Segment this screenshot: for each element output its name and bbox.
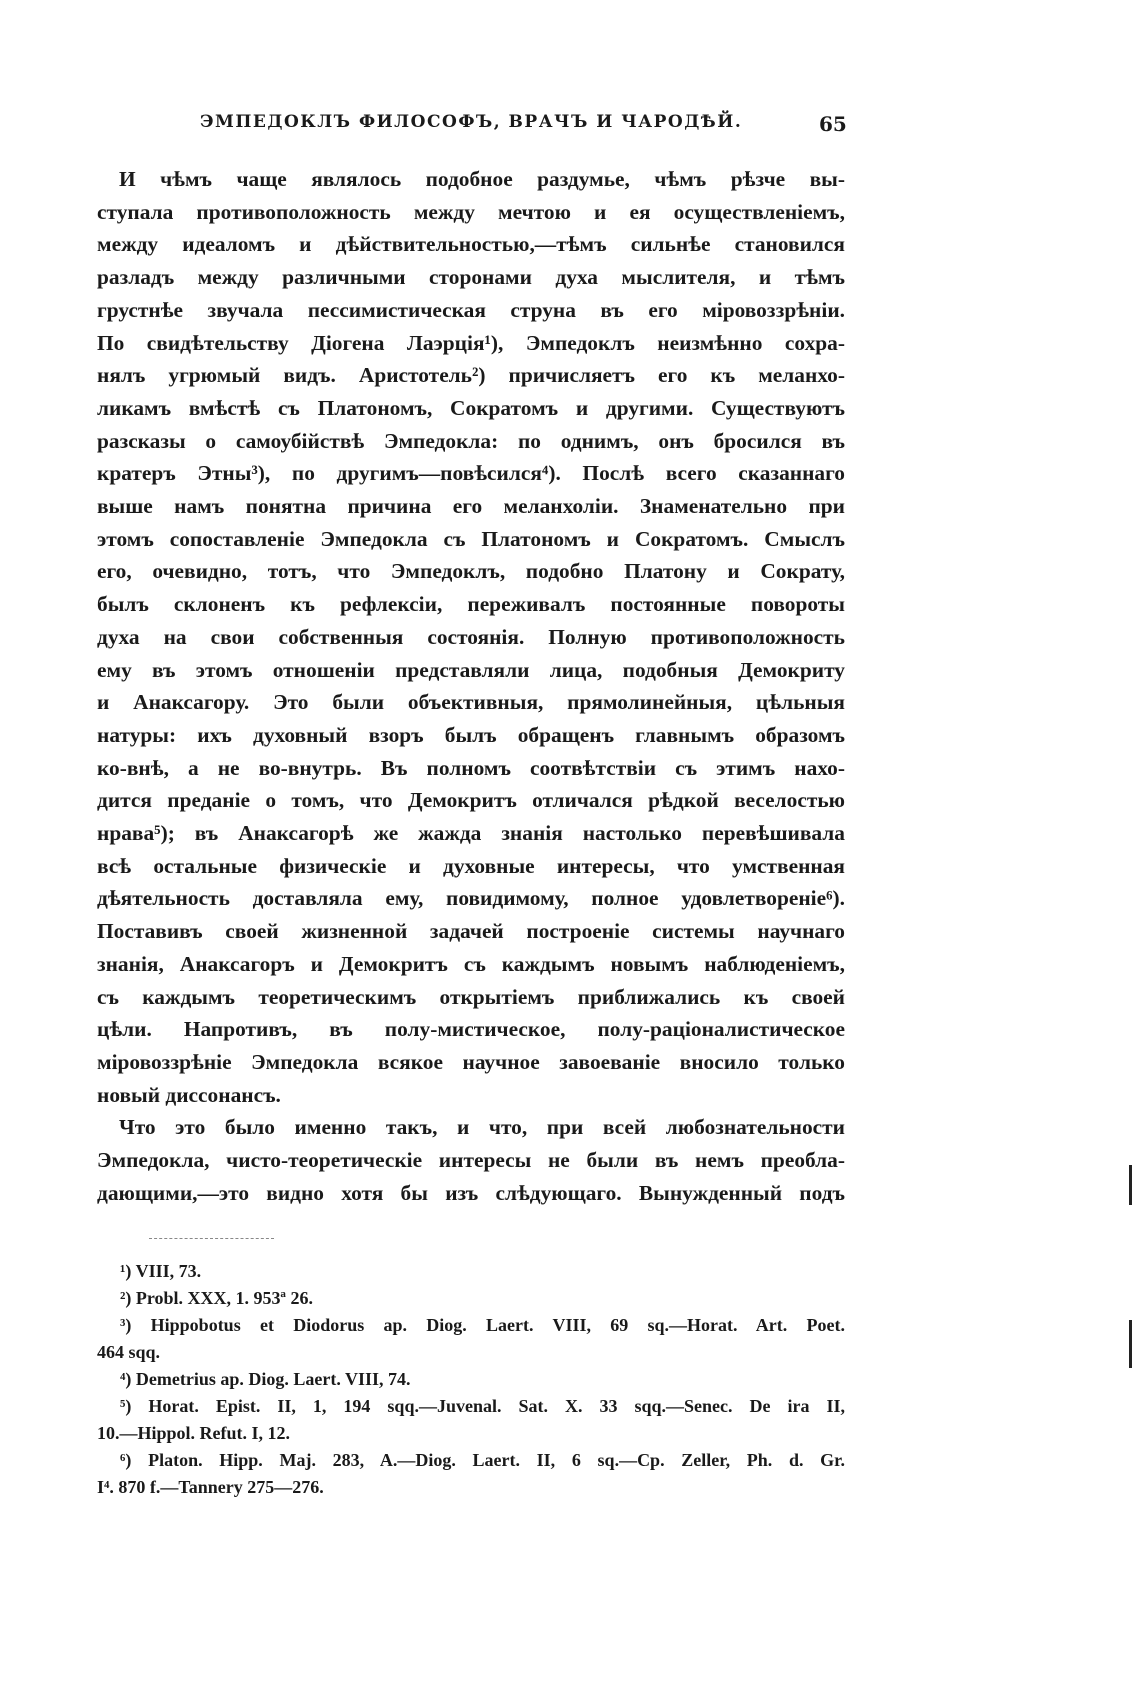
text-line: Эмпедокла, чисто-теоретическіе интересы не были въ немъ преобла- [97, 1148, 845, 1173]
text-line: дится преданіе о томъ, что Демокритъ отличался рѣдкой веселостью [97, 788, 845, 813]
text-line: Поставивъ своей жизненной задачей построеніе системы научнаго [97, 919, 845, 944]
text-line: выше намъ понятна причина его меланхоліи. Знаменательно при [97, 494, 845, 519]
footnote: ⁵) Horat. Epist. II, 1, 194 sqq.—Juvenal. Sat. X. 33 sqq.—Senec. De ira II, [120, 1396, 845, 1416]
text-line: дающими,—это видно хотя бы изъ слѣдующаго. Вынужденный подъ [97, 1180, 845, 1205]
text-line: грустнѣе звучала пессимистическая струна въ его міровоззрѣніи. [97, 297, 845, 322]
text-line: и Анаксагору. Это были объективныя, прямолинейныя, цѣльныя [97, 690, 845, 715]
footnote: ⁶) Platon. Hipp. Maj. 283, A.—Diog. Laert. II, 6 sq.—Cp. Zeller, Ph. d. Gr. [120, 1450, 845, 1470]
text-line: ему въ этомъ отношеніи представляли лица, подобныя Демокриту [97, 657, 845, 682]
text-line: разсказы о самоубійствѣ Эмпедокла: по однимъ, онъ бросился въ [97, 428, 845, 453]
footnote-continuation: 464 sqq. [97, 1342, 161, 1362]
footnote-continuation: I⁴. 870 f.—Tannery 275—276. [97, 1477, 324, 1497]
text-line: былъ склоненъ къ рефлексіи, переживалъ постоянные повороты [97, 592, 845, 617]
text-line: И чѣмъ чаще являлось подобное раздумье, чѣмъ рѣзче вы- [119, 167, 845, 191]
text-line: ко-внѣ, а не во-внутрь. Въ полномъ соотвѣтствіи съ этимъ нахо- [97, 755, 845, 780]
footnote-separator [149, 1238, 274, 1239]
footnote-continuation: 10.—Hippol. Refut. I, 12. [97, 1423, 291, 1443]
text-line: міровоззрѣніе Эмпедокла всякое научное завоеваніе вносило только [97, 1049, 845, 1074]
text-line: новый диссонансъ. [97, 1082, 281, 1107]
text-line: Что это было именно такъ, и что, при всей любознательности [119, 1115, 845, 1140]
text-line: ликамъ вмѣстѣ съ Платономъ, Сократомъ и другими. Существуютъ [97, 395, 845, 420]
footnote: ²) Probl. XXX, 1. 953ª 26. [120, 1288, 313, 1308]
main-text [97, 163, 845, 1210]
text-line: цѣли. Напротивъ, въ полу-мистическое, полу-раціоналистическое [97, 1017, 845, 1042]
text-line: дѣятельность доставляла ему, повидимому, полное удовлетвореніе⁶). [97, 886, 845, 911]
text-line: между идеаломъ и дѣйствительностью,—тѣмъ сильнѣе становился [97, 232, 845, 257]
footnote: ¹) VIII, 73. [120, 1261, 202, 1281]
text-line: его, очевидно, тотъ, что Эмпедоклъ, подобно Платону и Сократу, [97, 559, 845, 584]
page-number: 65 [819, 112, 847, 136]
scan-edge-mark [1129, 1320, 1132, 1368]
running-title: ЭМПЕДОКЛЪ ФИЛОСОФЪ, ВРАЧЪ И ЧАРОДѢЙ. [200, 112, 743, 132]
text-line: По свидѣтельству Діогена Лаэрція¹), Эмпедоклъ неизмѣнно сохра- [97, 330, 845, 355]
text-line: знанія, Анаксагоръ и Демокритъ съ каждымъ новымъ наблюденіемъ, [97, 951, 845, 976]
text-line: нялъ угрюмый видъ. Аристотель²) причисляетъ его къ меланхо- [97, 363, 845, 388]
text-line: нрава⁵); въ Анаксагорѣ же жажда знанія настолько перевѣшивала [97, 821, 845, 846]
text-line: ступала противоположность между мечтою и ея осуществленіемъ, [97, 199, 845, 224]
text-line: кратеръ Этны³), по другимъ—повѣсился⁴). Послѣ всего сказаннаго [97, 461, 845, 486]
footnote: ⁴) Demetrius ap. Diog. Laert. VIII, 74. [120, 1369, 411, 1389]
text-line: этомъ сопоставленіе Эмпедокла съ Платономъ и Сократомъ. Смыслъ [97, 526, 845, 551]
text-line: духа на свои собственныя состоянія. Полную противоположность [97, 624, 845, 649]
footnotes [97, 1258, 845, 1501]
footnote: ³) Hippobotus et Diodorus ap. Diog. Laert. VIII, 69 sq.—Horat. Art. Poet. [120, 1315, 845, 1335]
text-line: съ каждымъ теоретическимъ открытіемъ приближались къ своей [97, 984, 845, 1009]
page-header [0, 112, 1140, 142]
text-line: всѣ остальные физическіе и духовные интересы, что умственная [97, 853, 845, 878]
text-line: разладъ между различными сторонами духа мыслителя, и тѣмъ [97, 265, 845, 290]
text-line: натуры: ихъ духовный взоръ былъ обращенъ главнымъ образомъ [97, 722, 845, 747]
scan-edge-mark [1129, 1165, 1132, 1205]
